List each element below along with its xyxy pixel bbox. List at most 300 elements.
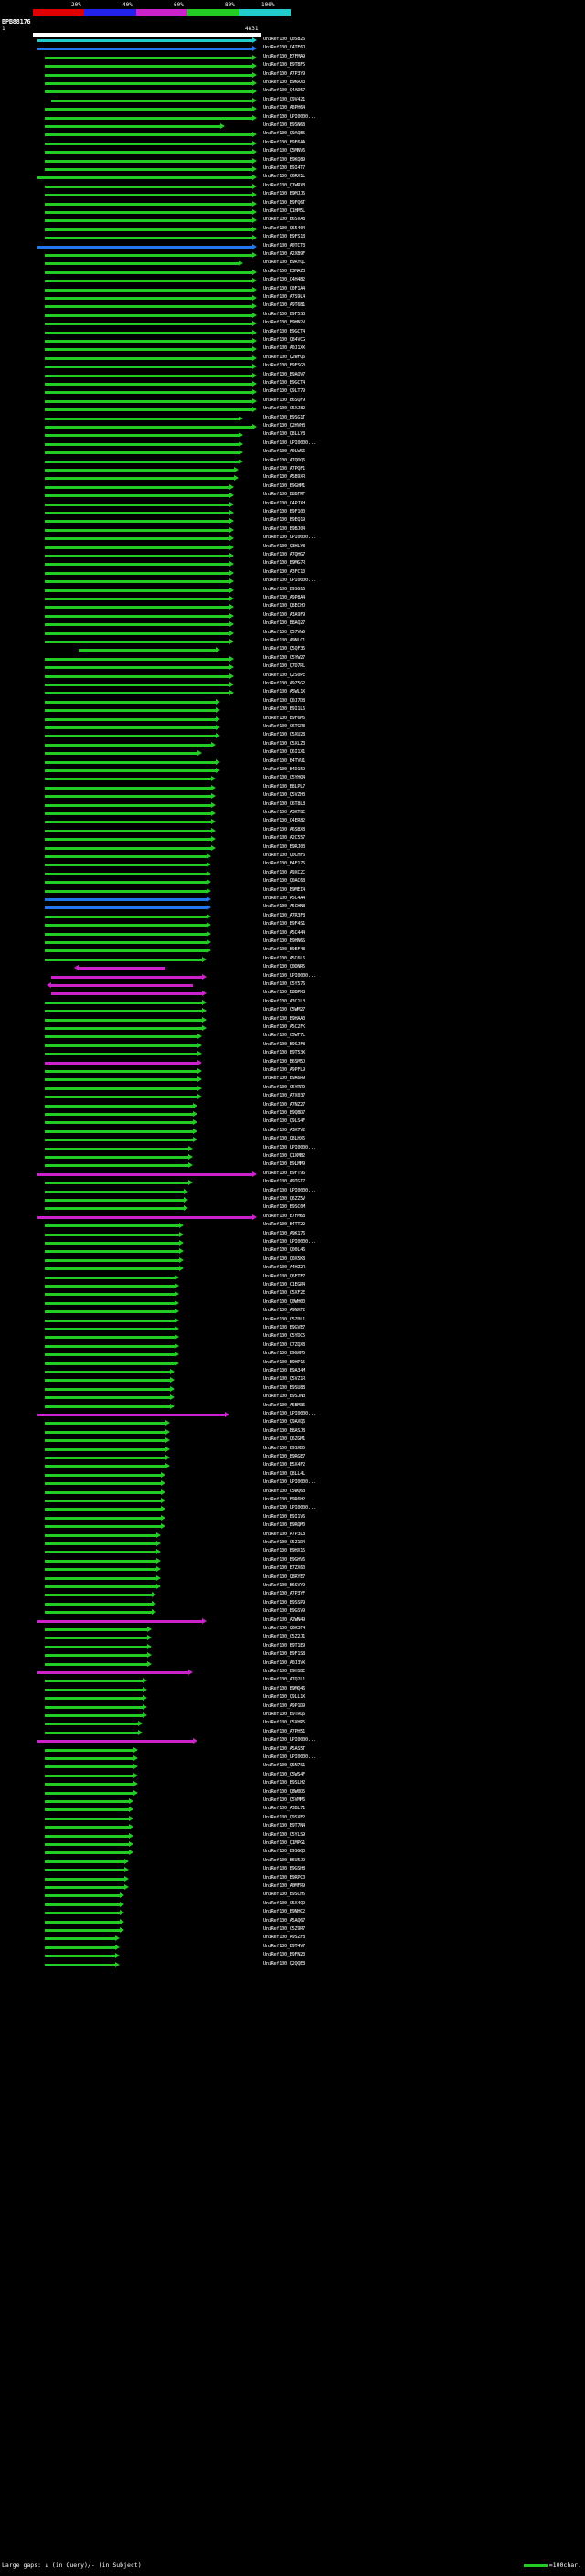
hit-alignment-bar[interactable] bbox=[45, 1130, 194, 1133]
hit-alignment-bar[interactable] bbox=[45, 726, 217, 729]
hit-alignment-bar[interactable] bbox=[45, 1345, 176, 1348]
hit-subject-label[interactable]: UniRef100_A5BM36 bbox=[263, 1402, 305, 1408]
hit-subject-label[interactable]: UniRef100_A7X037 bbox=[263, 1093, 305, 1099]
hit-alignment-bar[interactable] bbox=[45, 1242, 180, 1245]
hit-alignment-bar[interactable] bbox=[45, 1070, 198, 1073]
hit-subject-label[interactable]: UniRef100_C5YRR9 bbox=[263, 1084, 305, 1090]
hit-subject-label[interactable]: UniRef100_B9T1E9 bbox=[263, 1642, 305, 1648]
hit-alignment-bar[interactable] bbox=[45, 795, 212, 798]
hit-alignment-bar[interactable] bbox=[45, 133, 253, 136]
hit-subject-label[interactable]: UniRef100_B9GCT4 bbox=[263, 328, 305, 334]
hit-alignment-bar[interactable] bbox=[45, 1293, 176, 1296]
hit-subject-label[interactable]: UniRef100_Q0WH00 bbox=[263, 1299, 305, 1305]
hit-alignment-bar[interactable] bbox=[45, 1191, 185, 1193]
hit-alignment-bar[interactable] bbox=[45, 305, 253, 308]
hit-subject-label[interactable]: UniRef100_A8PH64 bbox=[263, 105, 305, 111]
hit-alignment-bar[interactable] bbox=[45, 838, 212, 841]
hit-alignment-bar[interactable] bbox=[45, 1732, 139, 1734]
hit-subject-label[interactable]: UniRef100_Q0X5K8 bbox=[263, 1256, 305, 1262]
hit-alignment-bar[interactable] bbox=[45, 1912, 121, 1914]
hit-subject-label[interactable]: UniRef100_B9MQ46 bbox=[263, 1685, 305, 1691]
hit-alignment-bar[interactable] bbox=[45, 1302, 176, 1305]
hit-alignment-bar[interactable] bbox=[45, 1646, 148, 1648]
hit-alignment-bar[interactable] bbox=[45, 658, 230, 661]
hit-subject-label[interactable]: UniRef100_Q0J7D8 bbox=[263, 697, 305, 704]
hit-alignment-bar[interactable] bbox=[45, 1500, 162, 1502]
hit-alignment-bar[interactable] bbox=[45, 1465, 166, 1468]
hit-alignment-bar[interactable] bbox=[45, 143, 253, 145]
hit-subject-label[interactable]: UniRef100_Q9LS4F bbox=[263, 1118, 305, 1125]
hit-subject-label[interactable]: UniRef100_A0J3VX bbox=[263, 1659, 305, 1666]
hit-subject-label[interactable]: UniRef100_Q0AC68 bbox=[263, 878, 305, 885]
hit-alignment-bar[interactable] bbox=[45, 1405, 171, 1408]
hit-alignment-bar[interactable] bbox=[45, 1937, 116, 1940]
hit-alignment-bar[interactable] bbox=[45, 718, 217, 721]
hit-alignment-bar[interactable] bbox=[45, 1611, 153, 1614]
hit-subject-label[interactable]: UniRef100_B9BJ04 bbox=[263, 525, 305, 532]
hit-subject-label[interactable]: UniRef100_Q4H4B2 bbox=[263, 277, 305, 283]
hit-subject-label[interactable]: UniRef100_B9MJJ5 bbox=[263, 191, 305, 197]
hit-alignment-bar[interactable] bbox=[45, 744, 212, 747]
hit-subject-label[interactable]: UniRef100_Q9LT79 bbox=[263, 388, 305, 395]
hit-subject-label[interactable]: UniRef100_B9FN23 bbox=[263, 1952, 305, 1958]
hit-alignment-bar[interactable] bbox=[45, 830, 212, 832]
hit-alignment-bar[interactable] bbox=[45, 1749, 134, 1752]
hit-alignment-bar[interactable] bbox=[45, 219, 253, 222]
hit-subject-label[interactable]: UniRef100_B9SLH2 bbox=[263, 1780, 305, 1786]
hit-subject-label[interactable]: UniRef100_A9XC2C bbox=[263, 869, 305, 875]
hit-subject-label[interactable]: UniRef100_UPI0000... bbox=[263, 578, 316, 584]
hit-alignment-bar[interactable] bbox=[37, 1414, 225, 1416]
hit-subject-label[interactable]: UniRef100_Q6ZZ5V bbox=[263, 1196, 305, 1202]
hit-alignment-bar[interactable] bbox=[45, 151, 253, 154]
hit-alignment-bar[interactable] bbox=[37, 48, 252, 50]
hit-subject-label[interactable]: UniRef100_Q9AXQ6 bbox=[263, 1419, 305, 1426]
hit-alignment-bar[interactable] bbox=[45, 529, 230, 532]
hit-subject-label[interactable]: UniRef100_Q1XMB2 bbox=[263, 1153, 305, 1159]
hit-subject-label[interactable]: UniRef100_A7R3F8 bbox=[263, 912, 305, 918]
hit-alignment-bar[interactable] bbox=[45, 1783, 134, 1786]
hit-alignment-bar[interactable] bbox=[45, 1448, 166, 1451]
hit-subject-label[interactable]: UniRef100_B9SCH5 bbox=[263, 1892, 305, 1898]
hit-alignment-bar[interactable] bbox=[45, 1431, 166, 1434]
hit-alignment-bar[interactable] bbox=[45, 391, 253, 394]
hit-subject-label[interactable]: UniRef100_C5XHP5 bbox=[263, 1720, 305, 1726]
hit-subject-label[interactable]: UniRef100_Q1WRX8 bbox=[263, 182, 305, 188]
hit-subject-label[interactable]: UniRef100_B3MAZ3 bbox=[263, 268, 305, 274]
hit-alignment-bar[interactable] bbox=[45, 228, 253, 231]
hit-subject-label[interactable]: UniRef100_B8AQ27 bbox=[263, 620, 305, 627]
hit-subject-label[interactable]: UniRef100_UPI0000... bbox=[263, 1754, 316, 1760]
hit-alignment-bar[interactable] bbox=[45, 1062, 198, 1065]
hit-alignment-bar[interactable] bbox=[45, 1955, 116, 1957]
hit-subject-label[interactable]: UniRef100_A2WN49 bbox=[263, 1617, 305, 1623]
hit-alignment-bar[interactable] bbox=[45, 1491, 162, 1494]
hit-subject-label[interactable]: UniRef100_Q1MPG1 bbox=[263, 1840, 305, 1846]
hit-subject-label[interactable]: UniRef100_B9HX15 bbox=[263, 1548, 305, 1554]
hit-subject-label[interactable]: UniRef100_B9A34M bbox=[263, 1368, 305, 1373]
hit-alignment-bar[interactable] bbox=[45, 881, 207, 884]
hit-subject-label[interactable]: UniRef100_B9SJF8 bbox=[263, 1041, 305, 1047]
hit-subject-label[interactable]: UniRef100_A9SZF8 bbox=[263, 1935, 305, 1941]
hit-alignment-bar[interactable] bbox=[45, 1654, 148, 1657]
hit-alignment-bar[interactable] bbox=[45, 924, 207, 927]
hit-subject-label[interactable]: UniRef100_A5C4A4 bbox=[263, 896, 305, 901]
hit-alignment-bar[interactable] bbox=[45, 864, 207, 866]
hit-alignment-bar[interactable] bbox=[45, 692, 230, 694]
hit-subject-label[interactable]: UniRef100_B9F4S1 bbox=[263, 921, 305, 928]
hit-alignment-bar[interactable] bbox=[45, 1929, 121, 1932]
hit-alignment-bar[interactable] bbox=[45, 520, 230, 523]
hit-alignment-bar[interactable] bbox=[45, 1353, 176, 1356]
hit-alignment-bar[interactable] bbox=[45, 1388, 171, 1391]
hit-subject-label[interactable]: UniRef100_B9I1L6 bbox=[263, 706, 305, 713]
hit-alignment-bar[interactable] bbox=[45, 1894, 121, 1897]
hit-subject-label[interactable]: UniRef100_A5C6L6 bbox=[263, 955, 305, 961]
hit-alignment-bar[interactable] bbox=[45, 1310, 176, 1313]
hit-alignment-bar[interactable] bbox=[45, 108, 253, 111]
hit-subject-label[interactable]: UniRef100_B9SJN3 bbox=[263, 1394, 305, 1400]
hit-subject-label[interactable]: UniRef100_Q4ER82 bbox=[263, 818, 305, 824]
hit-subject-label[interactable]: UniRef100_A9T6B1 bbox=[263, 302, 305, 309]
hit-alignment-bar[interactable] bbox=[45, 1053, 198, 1055]
hit-subject-label[interactable]: UniRef100_B9F6M6 bbox=[263, 715, 305, 721]
hit-subject-label[interactable]: UniRef100_B9RYQL bbox=[263, 260, 305, 266]
hit-subject-label[interactable]: UniRef100_A7P3YF bbox=[263, 1591, 305, 1597]
hit-alignment-bar[interactable] bbox=[45, 941, 207, 944]
hit-alignment-bar[interactable] bbox=[45, 314, 253, 317]
hit-alignment-bar[interactable] bbox=[45, 117, 253, 120]
hit-alignment-bar[interactable] bbox=[45, 933, 207, 936]
hit-subject-label[interactable]: UniRef100_A3FC10 bbox=[263, 568, 305, 575]
hit-subject-label[interactable]: UniRef100_Q8RYE7 bbox=[263, 1574, 305, 1580]
hit-subject-label[interactable]: UniRef100_B5X4F2 bbox=[263, 1462, 305, 1468]
hit-subject-label[interactable]: UniRef100_Q9V421 bbox=[263, 96, 305, 102]
hit-subject-label[interactable]: UniRef100_Q9AQE5 bbox=[263, 131, 305, 137]
hit-alignment-bar[interactable] bbox=[45, 400, 253, 403]
hit-alignment-bar[interactable] bbox=[45, 855, 207, 858]
hit-alignment-bar[interactable] bbox=[45, 735, 217, 737]
hit-subject-label[interactable]: UniRef100_A9P8A4 bbox=[263, 595, 305, 600]
hit-subject-label[interactable]: UniRef100_C1EGR4 bbox=[263, 1282, 305, 1288]
hit-alignment-bar[interactable] bbox=[45, 332, 253, 334]
hit-subject-label[interactable]: UniRef100_B9GHM1 bbox=[263, 482, 305, 489]
hit-subject-label[interactable]: UniRef100_Q5VMM6 bbox=[263, 1797, 305, 1803]
hit-subject-label[interactable]: UniRef100_A2C557 bbox=[263, 835, 305, 842]
hit-alignment-bar[interactable] bbox=[45, 1792, 134, 1795]
hit-subject-label[interactable]: UniRef100_C5WM27 bbox=[263, 1007, 305, 1013]
hit-subject-label[interactable]: UniRef100_B7ZX60 bbox=[263, 1565, 305, 1572]
hit-alignment-bar[interactable] bbox=[45, 65, 253, 68]
hit-subject-label[interactable]: UniRef100_Q8ECHO bbox=[263, 603, 305, 610]
hit-subject-label[interactable]: UniRef100_B9T7N4 bbox=[263, 1823, 305, 1829]
hit-subject-label[interactable]: UniRef100_B9SC0M bbox=[263, 1204, 305, 1211]
hit-alignment-bar[interactable] bbox=[45, 847, 212, 850]
hit-alignment-bar[interactable] bbox=[45, 1697, 144, 1700]
hit-subject-label[interactable]: UniRef100_B9SXD5 bbox=[263, 1445, 305, 1451]
hit-subject-label[interactable]: UniRef100_UPI0000... bbox=[263, 535, 316, 541]
hit-alignment-bar[interactable] bbox=[45, 348, 253, 351]
hit-alignment-bar[interactable] bbox=[45, 1628, 148, 1631]
hit-alignment-bar[interactable] bbox=[45, 1723, 139, 1725]
hit-subject-label[interactable]: UniRef100_C6RX1L bbox=[263, 174, 305, 180]
hit-subject-label[interactable]: UniRef100_Q5QF35 bbox=[263, 646, 305, 652]
hit-alignment-bar[interactable] bbox=[45, 504, 230, 506]
hit-alignment-bar[interactable] bbox=[45, 1525, 162, 1528]
hit-alignment-bar[interactable] bbox=[45, 1757, 134, 1760]
hit-subject-label[interactable]: UniRef100_Q8LLY8 bbox=[263, 431, 305, 438]
hit-alignment-bar[interactable] bbox=[45, 1775, 134, 1777]
hit-subject-label[interactable]: UniRef100_C5X4Q9 bbox=[263, 1900, 305, 1906]
hit-alignment-bar[interactable] bbox=[45, 271, 253, 274]
hit-subject-label[interactable]: UniRef100_A7Q2L1 bbox=[263, 1677, 305, 1683]
hit-alignment-bar[interactable] bbox=[45, 890, 207, 893]
hit-subject-label[interactable]: UniRef100_A4HZ2R bbox=[263, 1265, 305, 1271]
hit-subject-label[interactable]: UniRef100_B4D159 bbox=[263, 767, 305, 772]
hit-alignment-bar[interactable] bbox=[45, 1680, 144, 1682]
hit-alignment-bar[interactable] bbox=[79, 967, 165, 970]
hit-subject-label[interactable]: UniRef100_B8BPK8 bbox=[263, 990, 305, 996]
hit-alignment-bar[interactable] bbox=[45, 563, 230, 566]
hit-subject-label[interactable]: UniRef100_UPI0000... bbox=[263, 113, 316, 120]
hit-alignment-bar[interactable] bbox=[45, 821, 212, 823]
hit-subject-label[interactable]: UniRef100_B9HN2V bbox=[263, 320, 305, 326]
hit-alignment-bar[interactable] bbox=[45, 1199, 185, 1202]
hit-alignment-bar[interactable] bbox=[37, 1216, 252, 1219]
hit-alignment-bar[interactable] bbox=[45, 752, 198, 755]
hit-subject-label[interactable]: UniRef100_A7P3L8 bbox=[263, 1531, 305, 1537]
hit-subject-label[interactable]: UniRef100_C4PJXH bbox=[263, 500, 305, 506]
hit-alignment-bar[interactable] bbox=[45, 1121, 194, 1124]
hit-subject-label[interactable]: UniRef100_Q9LL1X bbox=[263, 1694, 305, 1701]
hit-alignment-bar[interactable] bbox=[45, 598, 230, 600]
hit-alignment-bar[interactable] bbox=[45, 1105, 194, 1108]
hit-alignment-bar[interactable] bbox=[45, 1027, 203, 1030]
hit-alignment-bar[interactable] bbox=[45, 426, 253, 429]
hit-alignment-bar[interactable] bbox=[45, 366, 253, 368]
hit-subject-label[interactable]: UniRef100_A3C1L3 bbox=[263, 998, 305, 1004]
hit-alignment-bar[interactable] bbox=[45, 1164, 189, 1167]
hit-alignment-bar[interactable] bbox=[45, 1851, 130, 1854]
hit-subject-label[interactable]: UniRef100_B9F6AA bbox=[263, 139, 305, 145]
hit-subject-label[interactable]: UniRef100_B9HAA0 bbox=[263, 1015, 305, 1022]
hit-subject-label[interactable]: UniRef100_A3K7V2 bbox=[263, 1127, 305, 1133]
hit-subject-label[interactable]: UniRef100_Q2S0PE bbox=[263, 672, 305, 678]
hit-subject-label[interactable]: UniRef100_B6SVY9 bbox=[263, 1583, 305, 1588]
hit-subject-label[interactable]: UniRef100_Q4AD57 bbox=[263, 88, 305, 94]
hit-alignment-bar[interactable] bbox=[45, 323, 253, 325]
hit-subject-label[interactable]: UniRef100_B9H1BE bbox=[263, 1669, 305, 1674]
hit-subject-label[interactable]: UniRef100_C0F1A4 bbox=[263, 285, 305, 292]
hit-alignment-bar[interactable] bbox=[45, 778, 212, 780]
hit-subject-label[interactable]: UniRef100_B9GCT4 bbox=[263, 380, 305, 386]
hit-subject-label[interactable]: UniRef100_B4TVU1 bbox=[263, 758, 305, 764]
hit-subject-label[interactable]: UniRef100_A3KT8E bbox=[263, 810, 305, 815]
hit-subject-label[interactable]: UniRef100_UPI0000... bbox=[263, 1187, 316, 1193]
hit-subject-label[interactable]: UniRef100_C6TGR3 bbox=[263, 724, 305, 729]
hit-alignment-bar[interactable] bbox=[45, 408, 253, 411]
hit-subject-label[interactable]: UniRef100_B9I4T7 bbox=[263, 165, 305, 171]
hit-subject-label[interactable]: UniRef100_B9QBD7 bbox=[263, 1110, 305, 1116]
hit-subject-label[interactable]: UniRef100_B9GSH8 bbox=[263, 1866, 305, 1872]
hit-alignment-bar[interactable] bbox=[45, 74, 253, 77]
hit-alignment-bar[interactable] bbox=[45, 812, 212, 815]
hit-subject-label[interactable]: UniRef100_C5YW27 bbox=[263, 654, 305, 661]
hit-alignment-bar[interactable] bbox=[45, 1551, 157, 1553]
hit-alignment-bar[interactable] bbox=[45, 461, 239, 463]
hit-subject-label[interactable]: UniRef100_A7S9L4 bbox=[263, 294, 305, 300]
hit-subject-label[interactable]: UniRef100_C6T8L8 bbox=[263, 800, 305, 807]
hit-alignment-bar[interactable] bbox=[45, 1714, 144, 1717]
hit-subject-label[interactable]: UniRef100_C5XJ82 bbox=[263, 406, 305, 412]
hit-alignment-bar[interactable] bbox=[45, 1921, 121, 1924]
hit-alignment-bar[interactable] bbox=[37, 1620, 202, 1623]
hit-subject-label[interactable]: UniRef100_B9A6R9 bbox=[263, 1076, 305, 1082]
hit-subject-label[interactable]: UniRef100_B9F100 bbox=[263, 509, 305, 514]
hit-subject-label[interactable]: UniRef100_A5B9XR bbox=[263, 474, 305, 481]
hit-alignment-bar[interactable] bbox=[45, 1517, 162, 1520]
hit-alignment-bar[interactable] bbox=[45, 280, 253, 282]
hit-subject-label[interactable]: UniRef100_B9MEI4 bbox=[263, 886, 305, 893]
hit-alignment-bar[interactable] bbox=[37, 1740, 193, 1743]
hit-subject-label[interactable]: UniRef100_B9T4V7 bbox=[263, 1943, 305, 1949]
hit-subject-label[interactable]: UniRef100_C5Z2J1 bbox=[263, 1634, 305, 1640]
hit-alignment-bar[interactable] bbox=[45, 546, 230, 549]
hit-alignment-bar[interactable] bbox=[45, 675, 230, 678]
hit-subject-label[interactable]: UniRef100_B9R6H2 bbox=[263, 1497, 305, 1502]
hit-subject-label[interactable]: UniRef100_UPI0000... bbox=[263, 440, 316, 446]
hit-subject-label[interactable]: UniRef100_C5WF7L bbox=[263, 1033, 305, 1039]
hit-alignment-bar[interactable] bbox=[45, 186, 253, 188]
hit-subject-label[interactable]: UniRef100_B9EQ19 bbox=[263, 517, 305, 524]
hit-subject-label[interactable]: UniRef100_Q2WFQ6 bbox=[263, 354, 305, 360]
hit-alignment-bar[interactable] bbox=[45, 1277, 176, 1279]
hit-alignment-bar[interactable] bbox=[45, 434, 239, 437]
hit-alignment-bar[interactable] bbox=[51, 976, 202, 979]
hit-alignment-bar[interactable] bbox=[45, 512, 230, 514]
hit-subject-label[interactable]: UniRef100_C4TE6J bbox=[263, 45, 305, 51]
hit-alignment-bar[interactable] bbox=[37, 1671, 188, 1674]
hit-subject-label[interactable]: UniRef100_Q7D7RL bbox=[263, 663, 305, 670]
hit-subject-label[interactable]: UniRef100_A7PQF1 bbox=[263, 466, 305, 472]
hit-alignment-bar[interactable] bbox=[45, 1285, 176, 1288]
hit-subject-label[interactable]: UniRef100_B7FM68 bbox=[263, 1213, 305, 1219]
hit-subject-label[interactable]: UniRef100_A5AQ67 bbox=[263, 1917, 305, 1924]
hit-alignment-bar[interactable] bbox=[45, 262, 239, 265]
hit-subject-label[interactable]: UniRef100_C5XLZ3 bbox=[263, 740, 305, 747]
hit-subject-label[interactable]: UniRef100_B9SG16 bbox=[263, 586, 305, 592]
hit-subject-label[interactable]: UniRef100_B6SVA8 bbox=[263, 217, 305, 223]
hit-subject-label[interactable]: UniRef100_B8LPL7 bbox=[263, 783, 305, 790]
hit-alignment-bar[interactable] bbox=[45, 1826, 130, 1829]
hit-alignment-bar[interactable] bbox=[45, 254, 253, 257]
hit-alignment-bar[interactable] bbox=[45, 1603, 153, 1606]
hit-subject-label[interactable]: UniRef100_B9NHC2 bbox=[263, 1909, 305, 1915]
hit-subject-label[interactable]: UniRef100_UPI0000... bbox=[263, 1505, 316, 1511]
hit-subject-label[interactable]: UniRef100_A9Z5G2 bbox=[263, 681, 305, 686]
hit-subject-label[interactable]: UniRef100_A0MFR9 bbox=[263, 1883, 305, 1889]
hit-alignment-bar[interactable] bbox=[45, 1860, 125, 1863]
hit-subject-label[interactable]: UniRef100_A0LWS6 bbox=[263, 449, 305, 455]
hit-subject-label[interactable]: UniRef100_B9F5S3 bbox=[263, 311, 305, 317]
hit-subject-label[interactable]: UniRef100_C5XF2E bbox=[263, 1290, 305, 1297]
hit-subject-label[interactable]: UniRef100_Q0CHF6 bbox=[263, 853, 305, 858]
hit-alignment-bar[interactable] bbox=[45, 606, 230, 609]
hit-subject-label[interactable]: UniRef100_C7ZQX8 bbox=[263, 1341, 305, 1348]
hit-subject-label[interactable]: UniRef100_B9TBF5 bbox=[263, 62, 305, 69]
hit-subject-label[interactable]: UniRef100_A9K176 bbox=[263, 1230, 305, 1236]
hit-alignment-bar[interactable] bbox=[45, 898, 207, 901]
hit-alignment-bar[interactable] bbox=[45, 297, 253, 300]
hit-subject-label[interactable]: UniRef100_A9NLC1 bbox=[263, 638, 305, 643]
hit-alignment-bar[interactable] bbox=[45, 1843, 130, 1846]
hit-subject-label[interactable]: UniRef100_Q0S826 bbox=[263, 37, 305, 42]
hit-subject-label[interactable]: UniRef100_A3A9F9 bbox=[263, 611, 305, 618]
hit-subject-label[interactable]: UniRef100_A0J1XX bbox=[263, 345, 305, 352]
hit-alignment-bar[interactable] bbox=[45, 623, 230, 626]
hit-subject-label[interactable]: UniRef100_B9GHV6 bbox=[263, 1556, 305, 1563]
hit-alignment-bar[interactable] bbox=[45, 168, 253, 171]
hit-alignment-bar[interactable] bbox=[45, 1663, 148, 1666]
hit-subject-label[interactable]: UniRef100_Q65404 bbox=[263, 225, 305, 231]
hit-alignment-bar[interactable] bbox=[45, 589, 230, 592]
hit-subject-label[interactable]: UniRef100_C5YLS9 bbox=[263, 1831, 305, 1838]
hit-alignment-bar[interactable] bbox=[45, 949, 207, 952]
hit-subject-label[interactable]: UniRef100_Q5N7S1 bbox=[263, 1763, 305, 1769]
hit-subject-label[interactable]: UniRef100_B6SQF9 bbox=[263, 397, 305, 403]
hit-subject-label[interactable]: UniRef100_Q6K3F4 bbox=[263, 1626, 305, 1631]
hit-subject-label[interactable]: UniRef100_A5CHN8 bbox=[263, 904, 305, 910]
hit-subject-label[interactable]: UniRef100_A7P3Y9 bbox=[263, 70, 305, 77]
hit-subject-label[interactable]: UniRef100_UPI0000... bbox=[263, 972, 316, 979]
hit-alignment-bar[interactable] bbox=[45, 537, 230, 540]
hit-subject-label[interactable]: UniRef100_A0TCT3 bbox=[263, 242, 305, 249]
hit-alignment-bar[interactable] bbox=[45, 1585, 157, 1588]
hit-subject-label[interactable]: UniRef100_B9GXM5 bbox=[263, 1351, 305, 1357]
hit-subject-label[interactable]: UniRef100_A5C2FK bbox=[263, 1024, 305, 1030]
hit-subject-label[interactable]: UniRef100_A2XB9F bbox=[263, 251, 305, 257]
hit-alignment-bar[interactable] bbox=[45, 1320, 176, 1322]
hit-alignment-bar[interactable] bbox=[45, 1869, 125, 1871]
hit-alignment-bar[interactable] bbox=[45, 804, 212, 807]
hit-alignment-bar[interactable] bbox=[45, 1706, 144, 1709]
hit-alignment-bar[interactable] bbox=[45, 1886, 125, 1889]
hit-subject-label[interactable]: UniRef100_B9GVE7 bbox=[263, 1325, 305, 1330]
hit-subject-label[interactable]: UniRef100_C5YDC5 bbox=[263, 1333, 305, 1340]
hit-subject-label[interactable]: UniRef100_A7QHG7 bbox=[263, 552, 305, 557]
hit-subject-label[interactable]: UniRef100_B9FT96 bbox=[263, 1170, 305, 1176]
hit-alignment-bar[interactable] bbox=[45, 1224, 180, 1227]
hit-subject-label[interactable]: UniRef100_B9KRX3 bbox=[263, 80, 305, 85]
hit-alignment-bar[interactable] bbox=[51, 100, 252, 102]
hit-alignment-bar[interactable] bbox=[45, 1594, 153, 1596]
hit-alignment-bar[interactable] bbox=[45, 1379, 171, 1382]
hit-alignment-bar[interactable] bbox=[45, 906, 207, 909]
hit-subject-label[interactable]: UniRef100_C5XU28 bbox=[263, 732, 305, 738]
hit-alignment-bar[interactable] bbox=[45, 1800, 130, 1803]
hit-alignment-bar[interactable] bbox=[45, 1689, 144, 1691]
hit-alignment-bar[interactable] bbox=[45, 451, 239, 454]
hit-alignment-bar[interactable] bbox=[45, 1903, 121, 1906]
hit-subject-label[interactable]: UniRef100_B9FQ6T bbox=[263, 199, 305, 206]
hit-subject-label[interactable]: UniRef100_C5Y576 bbox=[263, 981, 305, 987]
hit-alignment-bar[interactable] bbox=[45, 383, 253, 386]
hit-subject-label[interactable]: UniRef100_UPI0000... bbox=[263, 1737, 316, 1744]
hit-alignment-bar[interactable] bbox=[45, 580, 230, 583]
hit-subject-label[interactable]: UniRef100_B8ASJ8 bbox=[263, 1427, 305, 1434]
hit-subject-label[interactable]: UniRef100_B4TT22 bbox=[263, 1222, 305, 1228]
hit-alignment-bar[interactable] bbox=[45, 1482, 162, 1485]
